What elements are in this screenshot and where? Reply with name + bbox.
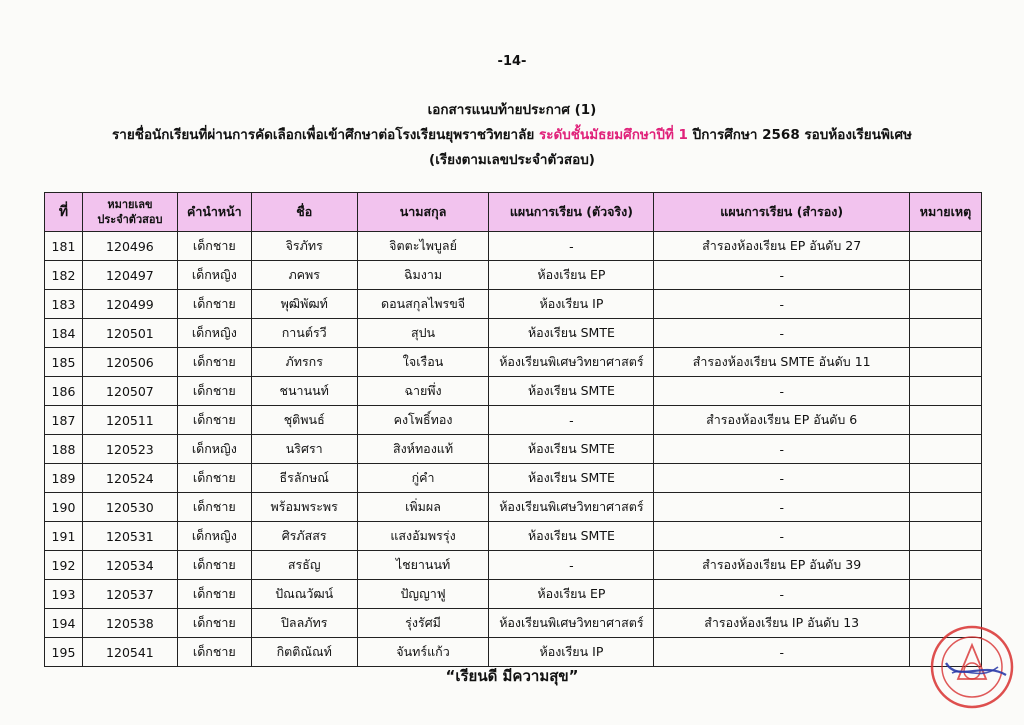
cell-no: 182 xyxy=(45,261,83,290)
cell-last-name: ไชยานนท์ xyxy=(357,551,489,580)
table-row xyxy=(45,580,982,609)
cell-last-name: จันทร์แก้ว xyxy=(357,638,489,667)
cell-actual-plan: ห้องเรียนพิเศษวิทยาศาสตร์ xyxy=(489,348,654,377)
table-header-row xyxy=(45,193,982,232)
cell-last-name: รุ่งรัศมี xyxy=(357,609,489,638)
cell-title: เด็กชาย xyxy=(177,551,251,580)
cell-last-name: จิตตะไพบูลย์ xyxy=(357,232,489,261)
cell-last-name: คงโพธิ์ทอง xyxy=(357,406,489,435)
cell-first-name: สรธัญ xyxy=(251,551,357,580)
cell-title: เด็กชาย xyxy=(177,232,251,261)
cell-title: เด็กชาย xyxy=(177,493,251,522)
heading-line-1: เอกสารแนบท้ายประกาศ (1) xyxy=(427,102,597,118)
cell-first-name: ภคพร xyxy=(251,261,357,290)
heading-line-2 xyxy=(0,123,1024,148)
cell-no: 191 xyxy=(45,522,83,551)
column-header-exam-id-line2: ประจำตัวสอบ xyxy=(97,213,163,226)
table-row xyxy=(45,290,982,319)
cell-no: 195 xyxy=(45,638,83,667)
cell-no: 184 xyxy=(45,319,83,348)
cell-exam-id: 120506 xyxy=(82,348,177,377)
cell-reserve-plan: - xyxy=(654,493,910,522)
cell-first-name: กิตติณัณท์ xyxy=(251,638,357,667)
cell-no: 194 xyxy=(45,609,83,638)
table-body xyxy=(45,232,982,667)
cell-actual-plan: - xyxy=(489,232,654,261)
cell-no: 181 xyxy=(45,232,83,261)
table-row xyxy=(45,638,982,667)
cell-last-name: ดอนสกุลไพรขจี xyxy=(357,290,489,319)
cell-first-name: ชุติพนธ์ xyxy=(251,406,357,435)
cell-exam-id: 120511 xyxy=(82,406,177,435)
cell-last-name: ปัญญาฟู xyxy=(357,580,489,609)
cell-remark xyxy=(910,464,982,493)
cell-actual-plan: ห้องเรียน SMTE xyxy=(489,319,654,348)
cell-exam-id: 120538 xyxy=(82,609,177,638)
cell-remark xyxy=(910,319,982,348)
cell-remark xyxy=(910,551,982,580)
cell-actual-plan: ห้องเรียน SMTE xyxy=(489,522,654,551)
cell-first-name: จิรภัทร xyxy=(251,232,357,261)
cell-last-name: กู่คำ xyxy=(357,464,489,493)
cell-remark xyxy=(910,522,982,551)
cell-reserve-plan: - xyxy=(654,290,910,319)
cell-reserve-plan: สำรองห้องเรียน EP อันดับ 6 xyxy=(654,406,910,435)
page-number: -14- xyxy=(497,54,527,69)
cell-title: เด็กชาย xyxy=(177,609,251,638)
cell-actual-plan: ห้องเรียนพิเศษวิทยาศาสตร์ xyxy=(489,609,654,638)
heading-grade-highlight: ระดับชั้นมัธยมศึกษาปีที่ 1 xyxy=(538,127,688,143)
table-row xyxy=(45,319,982,348)
table-row xyxy=(45,435,982,464)
cell-exam-id: 120534 xyxy=(82,551,177,580)
cell-actual-plan: ห้องเรียน SMTE xyxy=(489,464,654,493)
cell-no: 183 xyxy=(45,290,83,319)
cell-no: 187 xyxy=(45,406,83,435)
cell-title: เด็กชาย xyxy=(177,406,251,435)
cell-reserve-plan: - xyxy=(654,522,910,551)
cell-no: 185 xyxy=(45,348,83,377)
cell-first-name: พุฒิพัฒท์ xyxy=(251,290,357,319)
cell-title: เด็กชาย xyxy=(177,377,251,406)
cell-title: เด็กชาย xyxy=(177,464,251,493)
cell-no: 193 xyxy=(45,580,83,609)
cell-title: เด็กชาย xyxy=(177,348,251,377)
footer-slogan: “เรียนดี มีความสุข” xyxy=(445,667,579,685)
cell-actual-plan: ห้องเรียน IP xyxy=(489,290,654,319)
cell-exam-id: 120507 xyxy=(82,377,177,406)
cell-last-name: ใจเรือน xyxy=(357,348,489,377)
cell-reserve-plan: - xyxy=(654,261,910,290)
cell-actual-plan: ห้องเรียน EP xyxy=(489,580,654,609)
cell-exam-id: 120530 xyxy=(82,493,177,522)
cell-last-name: ฉิมงาม xyxy=(357,261,489,290)
column-header-remark: หมายเหตุ xyxy=(910,193,982,232)
cell-remark xyxy=(910,348,982,377)
cell-no: 186 xyxy=(45,377,83,406)
cell-last-name: ฉายพึ่ง xyxy=(357,377,489,406)
cell-reserve-plan: สำรองห้องเรียน EP อันดับ 27 xyxy=(654,232,910,261)
table-row xyxy=(45,406,982,435)
table-row xyxy=(45,464,982,493)
cell-exam-id: 120523 xyxy=(82,435,177,464)
column-header-first-name: ชื่อ xyxy=(251,193,357,232)
column-header-exam-id xyxy=(82,193,177,232)
cell-reserve-plan: สำรองห้องเรียน EP อันดับ 39 xyxy=(654,551,910,580)
cell-exam-id: 120499 xyxy=(82,290,177,319)
cell-no: 188 xyxy=(45,435,83,464)
cell-last-name: แสงอัมพรรุ่ง xyxy=(357,522,489,551)
heading-line-3: (เรียงตามเลขประจำตัวสอบ) xyxy=(429,152,595,168)
cell-title: เด็กหญิง xyxy=(177,261,251,290)
table-row xyxy=(45,377,982,406)
cell-exam-id: 120496 xyxy=(82,232,177,261)
table-row xyxy=(45,261,982,290)
cell-remark xyxy=(910,261,982,290)
table-row xyxy=(45,348,982,377)
cell-remark xyxy=(910,377,982,406)
column-header-reserve-plan: แผนการเรียน (สำรอง) xyxy=(654,193,910,232)
cell-first-name: ปัณณวัฒน์ xyxy=(251,580,357,609)
cell-exam-id: 120497 xyxy=(82,261,177,290)
column-header-title: คำนำหน้า xyxy=(177,193,251,232)
cell-last-name: สุปน xyxy=(357,319,489,348)
cell-remark xyxy=(910,290,982,319)
cell-reserve-plan: - xyxy=(654,319,910,348)
table-row xyxy=(45,551,982,580)
cell-title: เด็กชาย xyxy=(177,638,251,667)
student-roster-table xyxy=(44,192,982,667)
cell-first-name: นริศรา xyxy=(251,435,357,464)
cell-first-name: ศิรภัสสร xyxy=(251,522,357,551)
cell-reserve-plan: - xyxy=(654,464,910,493)
table-row xyxy=(45,522,982,551)
cell-reserve-plan: สำรองห้องเรียน IP อันดับ 13 xyxy=(654,609,910,638)
cell-no: 192 xyxy=(45,551,83,580)
cell-last-name: สิงห์ทองแท้ xyxy=(357,435,489,464)
cell-reserve-plan: - xyxy=(654,435,910,464)
school-seal-icon xyxy=(928,623,1016,711)
cell-reserve-plan: - xyxy=(654,638,910,667)
cell-actual-plan: - xyxy=(489,406,654,435)
cell-actual-plan: - xyxy=(489,551,654,580)
cell-actual-plan: ห้องเรียน IP xyxy=(489,638,654,667)
cell-exam-id: 120541 xyxy=(82,638,177,667)
cell-remark xyxy=(910,435,982,464)
cell-remark xyxy=(910,580,982,609)
column-header-last-name: นามสกุล xyxy=(357,193,489,232)
table-row xyxy=(45,493,982,522)
cell-last-name: เพิ่มผล xyxy=(357,493,489,522)
cell-title: เด็กชาย xyxy=(177,580,251,609)
cell-remark xyxy=(910,232,982,261)
document-heading xyxy=(0,98,1024,173)
cell-actual-plan: ห้องเรียน SMTE xyxy=(489,435,654,464)
cell-first-name: ชนานนท์ xyxy=(251,377,357,406)
cell-first-name: ปิลลภัทร xyxy=(251,609,357,638)
column-header-no: ที่ xyxy=(45,193,83,232)
column-header-actual-plan: แผนการเรียน (ตัวจริง) xyxy=(489,193,654,232)
cell-no: 189 xyxy=(45,464,83,493)
cell-title: เด็กหญิง xyxy=(177,435,251,464)
cell-title: เด็กหญิง xyxy=(177,319,251,348)
cell-first-name: ธีรลักษณ์ xyxy=(251,464,357,493)
cell-actual-plan: ห้องเรียน EP xyxy=(489,261,654,290)
cell-exam-id: 120531 xyxy=(82,522,177,551)
cell-reserve-plan: - xyxy=(654,377,910,406)
cell-title: เด็กหญิง xyxy=(177,522,251,551)
cell-first-name: ภัทรกร xyxy=(251,348,357,377)
cell-remark xyxy=(910,406,982,435)
cell-reserve-plan: สำรองห้องเรียน SMTE อันดับ 11 xyxy=(654,348,910,377)
cell-actual-plan: ห้องเรียน SMTE xyxy=(489,377,654,406)
cell-title: เด็กชาย xyxy=(177,290,251,319)
cell-exam-id: 120501 xyxy=(82,319,177,348)
heading-title-text: รายชื่อนักเรียนที่ผ่านการคัดเลือกเพื่อเข้าศึกษาต่อโรงเรียนยุพราชวิทยาลัย xyxy=(112,127,535,143)
cell-exam-id: 120537 xyxy=(82,580,177,609)
cell-no: 190 xyxy=(45,493,83,522)
table-row xyxy=(45,609,982,638)
column-header-exam-id-line1: หมายเลข xyxy=(107,198,153,211)
cell-exam-id: 120524 xyxy=(82,464,177,493)
cell-actual-plan: ห้องเรียนพิเศษวิทยาศาสตร์ xyxy=(489,493,654,522)
heading-year-round: ปีการศึกษา 2568 รอบห้องเรียนพิเศษ xyxy=(692,127,912,143)
cell-first-name: กานต์รวี xyxy=(251,319,357,348)
cell-reserve-plan: - xyxy=(654,580,910,609)
table-row xyxy=(45,232,982,261)
cell-remark xyxy=(910,493,982,522)
cell-first-name: พร้อมพระพร xyxy=(251,493,357,522)
